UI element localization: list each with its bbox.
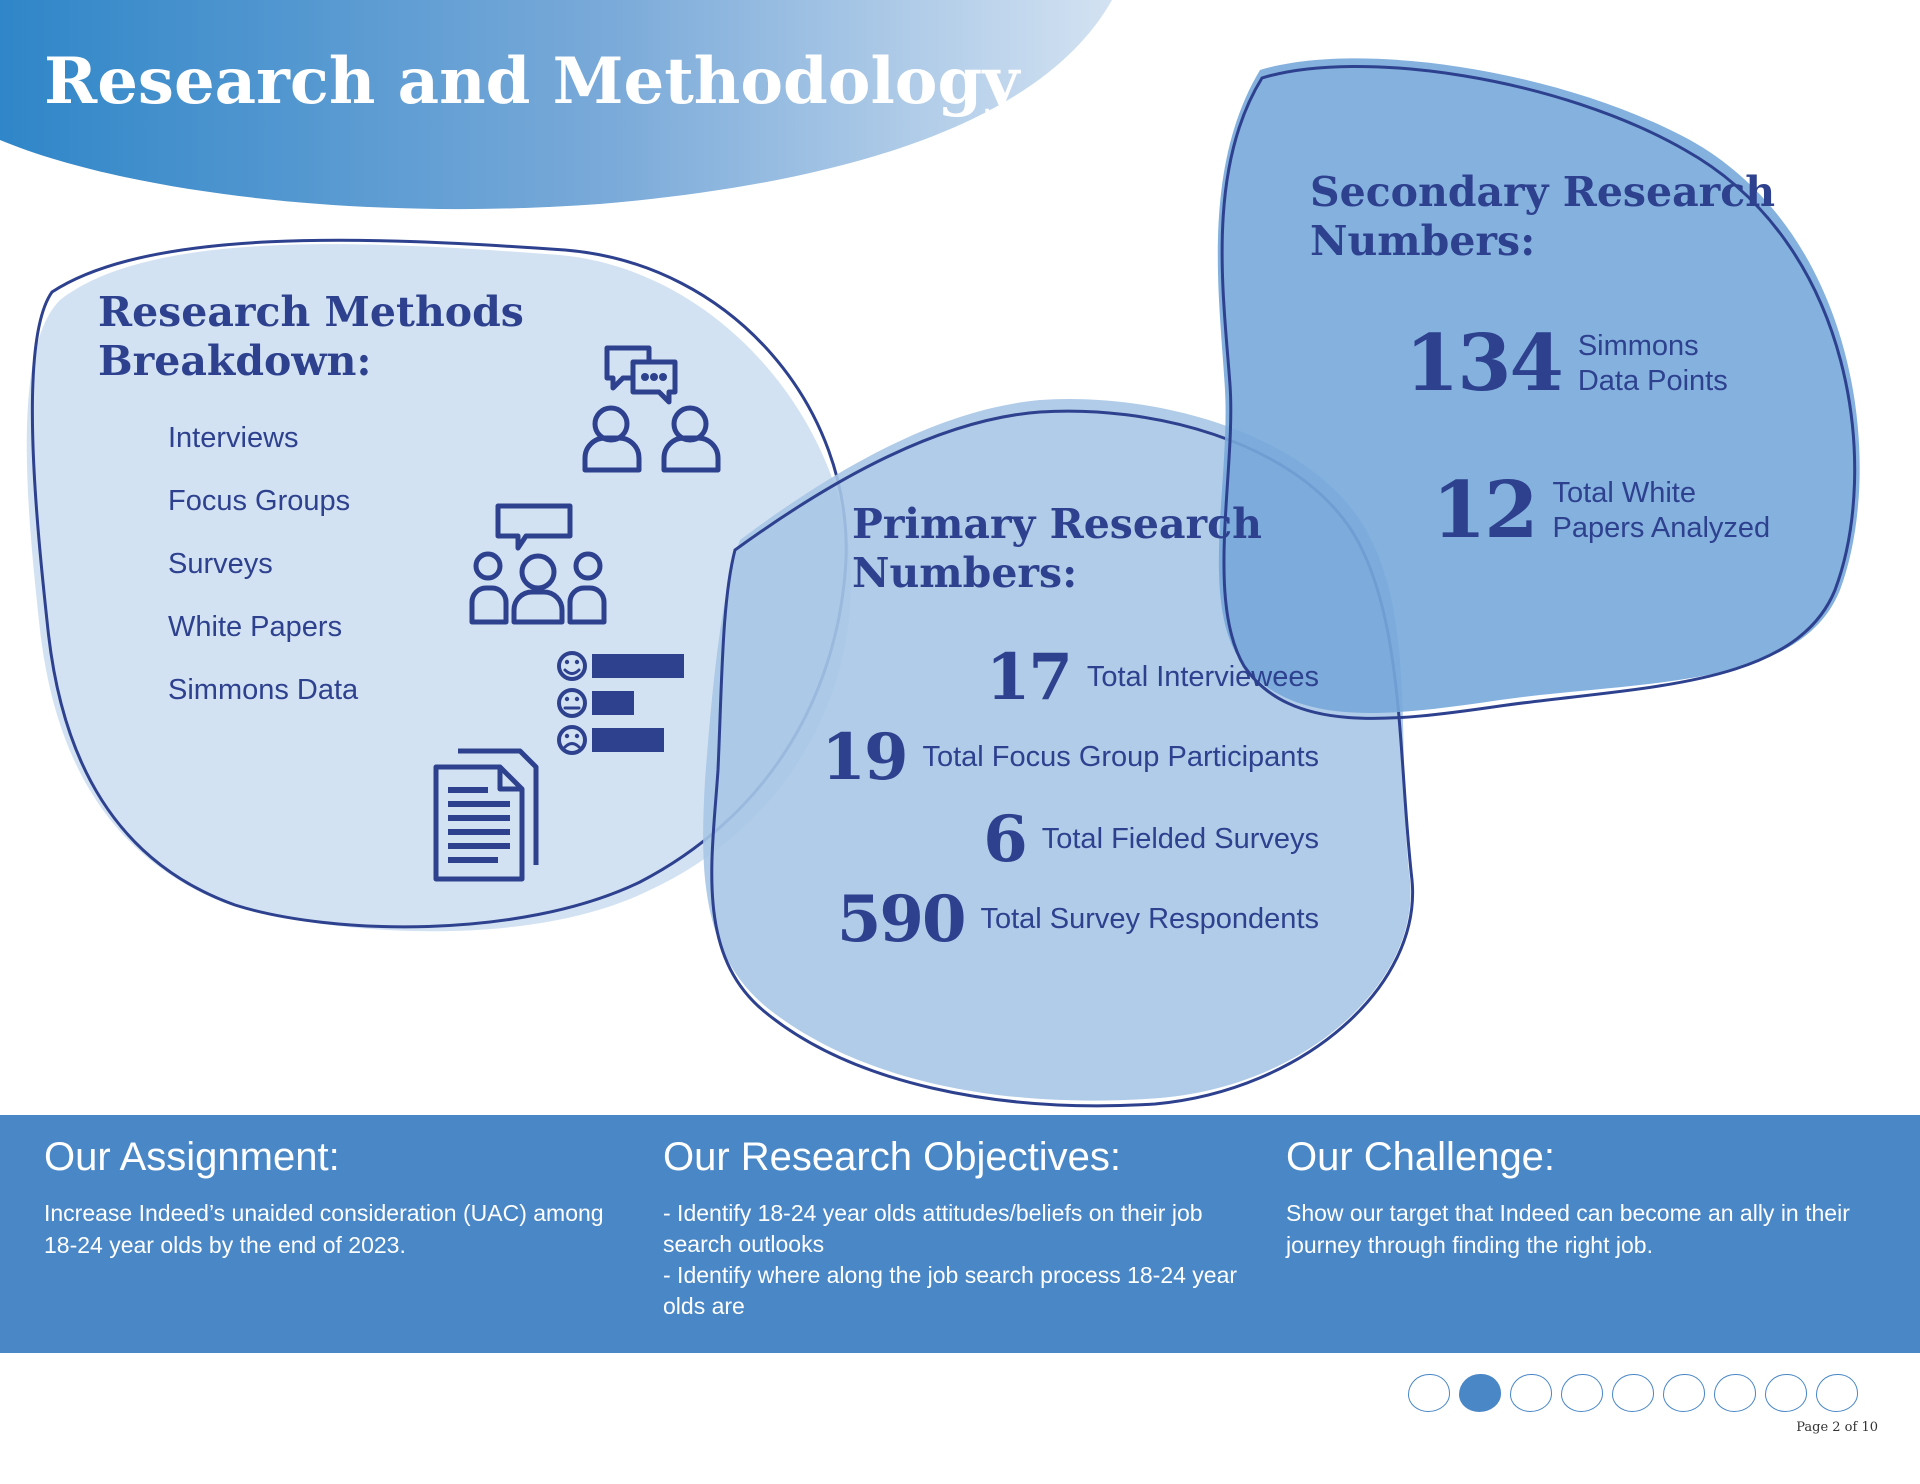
methods-heading-line1: Research Methods <box>98 288 524 336</box>
page-title: Research and Methodology <box>44 44 1020 119</box>
page-dot[interactable] <box>1714 1374 1756 1412</box>
stat-label: Total Interviewees <box>1086 661 1319 694</box>
page-number: Page 2 of 10 <box>1796 1420 1878 1435</box>
stat-fielded-surveys <box>983 802 1319 877</box>
stat-label-line2: Data Points <box>1577 364 1728 397</box>
assignment-body: Increase Indeed’s unaided consideration (UAC) among 18-24 year olds by the end of 2023. <box>44 1200 604 1258</box>
methods-heading <box>98 288 524 386</box>
stat-label: Total Focus Group Participants <box>922 741 1319 774</box>
objective-item: - Identify where along the job search process 18-24 year olds are <box>663 1262 1238 1320</box>
primary-heading <box>852 500 1262 598</box>
secondary-heading <box>1310 168 1775 266</box>
assignment-title: Our Assignment: <box>44 1135 340 1179</box>
stat-label <box>1553 476 1771 544</box>
challenge-section <box>1286 1135 1876 1261</box>
page-dot[interactable] <box>1612 1374 1654 1412</box>
assignment-section <box>44 1135 604 1261</box>
stat-survey-respondents <box>837 882 1319 957</box>
survey-rating-icon <box>556 648 690 758</box>
page-dot[interactable] <box>1765 1374 1807 1412</box>
page-dot-current[interactable] <box>1459 1374 1501 1412</box>
stat-label: Total Fielded Surveys <box>1041 823 1319 856</box>
primary-heading-line1: Primary Research <box>852 500 1262 548</box>
primary-heading-line2: Numbers: <box>852 549 1078 598</box>
page-dot[interactable] <box>1663 1374 1705 1412</box>
objectives-section <box>663 1135 1253 1322</box>
stat-value: 590 <box>836 882 965 957</box>
method-item-surveys: Surveys <box>168 548 273 580</box>
white-papers-document-icon <box>430 745 540 885</box>
stat-value: 134 <box>1405 318 1562 409</box>
footer-band <box>0 1115 1920 1353</box>
stat-value: 19 <box>821 720 907 795</box>
objectives-title: Our Research Objectives: <box>663 1135 1121 1179</box>
stat-label-line1: Total White <box>1552 477 1696 510</box>
stat-white-papers-analyzed <box>1432 465 1770 556</box>
objective-item: - Identify 18-24 year olds attitudes/beliefs on their job search outlooks <box>663 1200 1203 1258</box>
stat-value: 12 <box>1432 465 1537 556</box>
method-item-focus-groups: Focus Groups <box>168 485 351 517</box>
page-dot[interactable] <box>1408 1374 1450 1412</box>
page-dot[interactable] <box>1561 1374 1603 1412</box>
stat-focus-group-participants <box>821 720 1319 795</box>
secondary-heading-line1: Secondary Research <box>1310 168 1776 216</box>
stat-value: 17 <box>985 640 1071 715</box>
stat-label: Total Survey Respondents <box>980 903 1319 936</box>
methods-heading-line2: Breakdown: <box>98 337 372 386</box>
stat-value: 6 <box>983 802 1026 877</box>
focus-group-icon <box>468 500 608 630</box>
page-dot[interactable] <box>1816 1374 1858 1412</box>
stat-label-line2: Papers Analyzed <box>1552 511 1771 544</box>
stat-label <box>1578 329 1728 397</box>
methods-list <box>168 412 358 727</box>
method-item-simmons-data: Simmons Data <box>168 674 359 706</box>
method-item-interviews: Interviews <box>168 422 299 454</box>
stat-simmons-data-points <box>1405 318 1728 409</box>
method-item-white-papers: White Papers <box>168 611 343 643</box>
secondary-heading-line2: Numbers: <box>1310 217 1536 266</box>
challenge-title: Our Challenge: <box>1286 1135 1556 1179</box>
challenge-body: Show our target that Indeed can become an ally in their journey through finding the right job. <box>1286 1200 1850 1258</box>
interview-people-icon <box>575 340 725 475</box>
page-dot[interactable] <box>1510 1374 1552 1412</box>
stat-interviewees <box>986 640 1319 715</box>
stat-label-line1: Simmons <box>1577 330 1699 363</box>
